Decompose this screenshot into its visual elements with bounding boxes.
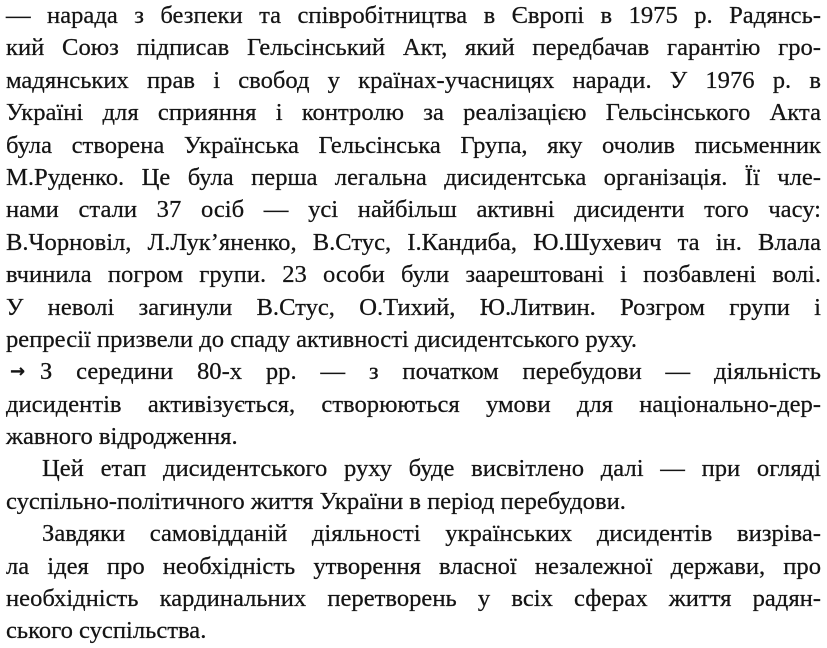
- text-line: репресії призвели до спаду активності дисидентського руху.: [6, 325, 637, 353]
- text-line: [6, 356, 821, 388]
- text-line: Завдяки самовідданій діяльності українських дисидентів визріва-: [42, 520, 821, 548]
- text-line: ського суспільства.: [6, 617, 207, 645]
- text-line: кий Союз підписав Гельсінський Акт, який передбачав гарантію гро-: [6, 34, 821, 62]
- text-line: була створена Українська Гельсінська Група, яку очолив письменник: [6, 131, 821, 159]
- text-line: Україні для сприяння і контролю за реалізацією Гельсінського Акта: [6, 99, 821, 127]
- paragraph-helsinki-group: [6, 0, 821, 356]
- text-line: У неволі загинули В.Стус, О.Тихий, Ю.Литвин. Розгром групи і: [6, 293, 821, 321]
- text-line: мадянських прав і свобод у країнах-учасницях наради. У 1976 р. в: [6, 66, 821, 94]
- paragraph-conclusion: [6, 518, 821, 648]
- text-line: — нарада з безпеки та співробітництва в Європі в 1975 р. Радянсь-: [6, 2, 821, 29]
- text-line: М.Руденко. Це була перша легальна дисидентська організація. Її чле-: [6, 163, 821, 191]
- text-line: ла ідея про необхідність утворення власної незалежної держави, про: [6, 552, 821, 580]
- text-line: В.Чорновіл, Л.Лук’яненко, В.Стус, І.Кандиба, Ю.Шухевич та ін. Влала: [6, 228, 821, 256]
- text-line: жавного відродження.: [6, 423, 238, 451]
- text-line: суспільно-політичного життя України в період перебудови.: [6, 487, 626, 515]
- document-page: [6, 0, 821, 648]
- text-line-content: З середини 80-х рр. — з початком перебудови — діяльність: [40, 358, 821, 386]
- text-line: Цей етап дисидентського руху буде висвітлено далі — при огляді: [42, 455, 821, 483]
- paragraph-perestroika: [6, 356, 821, 453]
- text-line: нами стали 37 осіб — усі найбільш активні дисиденти того часу:: [6, 196, 821, 224]
- arrow-icon: →: [10, 361, 26, 383]
- text-line: дисидентів активізується, створюються умови для національно-дер-: [6, 390, 821, 418]
- paragraph-stage: [6, 453, 821, 518]
- text-line: необхідність кардинальних перетворень у всіх сферах життя радян-: [6, 585, 821, 613]
- text-line: вчинила погром групи. 23 особи були заарештовані і позбавлені волі.: [6, 261, 821, 289]
